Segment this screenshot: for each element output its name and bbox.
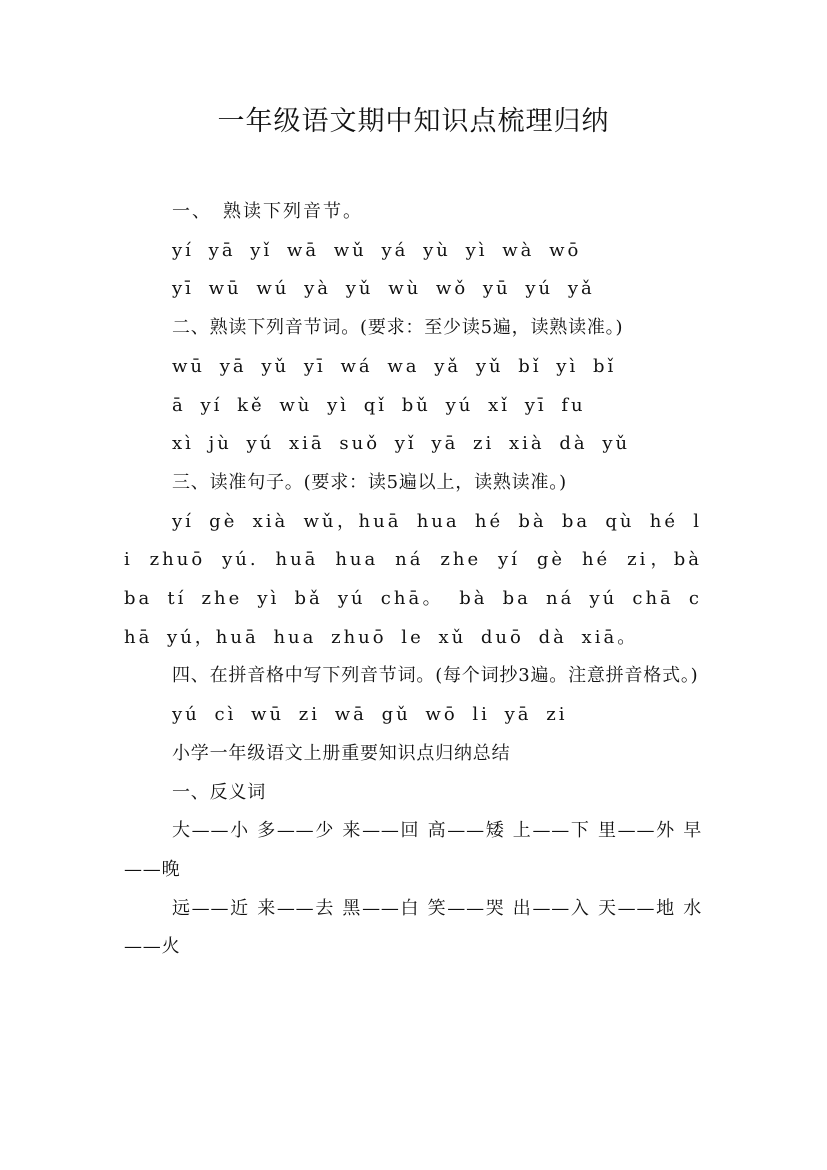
pinyin-line: ā yí kě wù yì qǐ bǔ yú xǐ yī fu — [172, 394, 586, 416]
pinyin-line: yī wū wú yà yǔ wù wǒ yū yú yǎ — [172, 278, 595, 300]
section-heading-4: 四、在拼音格中写下列音节词。(每个词抄3遍。注意拼音格式。) — [172, 665, 699, 687]
pinyin-line: yú cì wū zi wā gǔ wō li yā zi — [172, 704, 568, 726]
pinyin-sentence-paragraph: yí gè xià wǔ，huā hua hé bà ba qù hé li zhuō yú. huā hua ná zhe yí gè hé zi，bà ba tí zhe yì bǎ yú chā。 bà ba ná yú chā chā yú，huā hua zhuō le xǔ duō dà xiā。 — [124, 510, 702, 648]
document-body — [124, 193, 702, 967]
page-title: 一年级语文期中知识点梳理归纳 — [217, 106, 610, 137]
section-heading-3: 三、读准句子。(要求：读5遍以上，读熟读准。) — [172, 471, 567, 493]
pinyin-line: yí yā yǐ wā wǔ yá yù yì wà wō — [172, 239, 582, 261]
section-heading-antonyms: 一、反义词 — [172, 781, 266, 803]
subtitle-summary: 小学一年级语文上册重要知识点归纳总结 — [172, 742, 511, 764]
pinyin-line: wū yā yǔ yī wá wa yǎ yǔ bǐ yì bǐ — [172, 355, 617, 377]
section-heading-2: 二、熟读下列音节词。(要求：至少读5遍，读熟读准。) — [172, 317, 624, 339]
pinyin-line: xì jù yú xiā suǒ yǐ yā zi xià dà yǔ — [172, 433, 631, 455]
antonym-list: 远——近 来——去 黑——白 笑——哭 出——入 天——地 水——火 — [124, 897, 702, 958]
section-heading-1: 一、 熟读下列音节。 — [172, 201, 363, 222]
antonym-list: 大——小 多——少 来——回 高——矮 上——下 里——外 早——晚 — [124, 820, 702, 880]
